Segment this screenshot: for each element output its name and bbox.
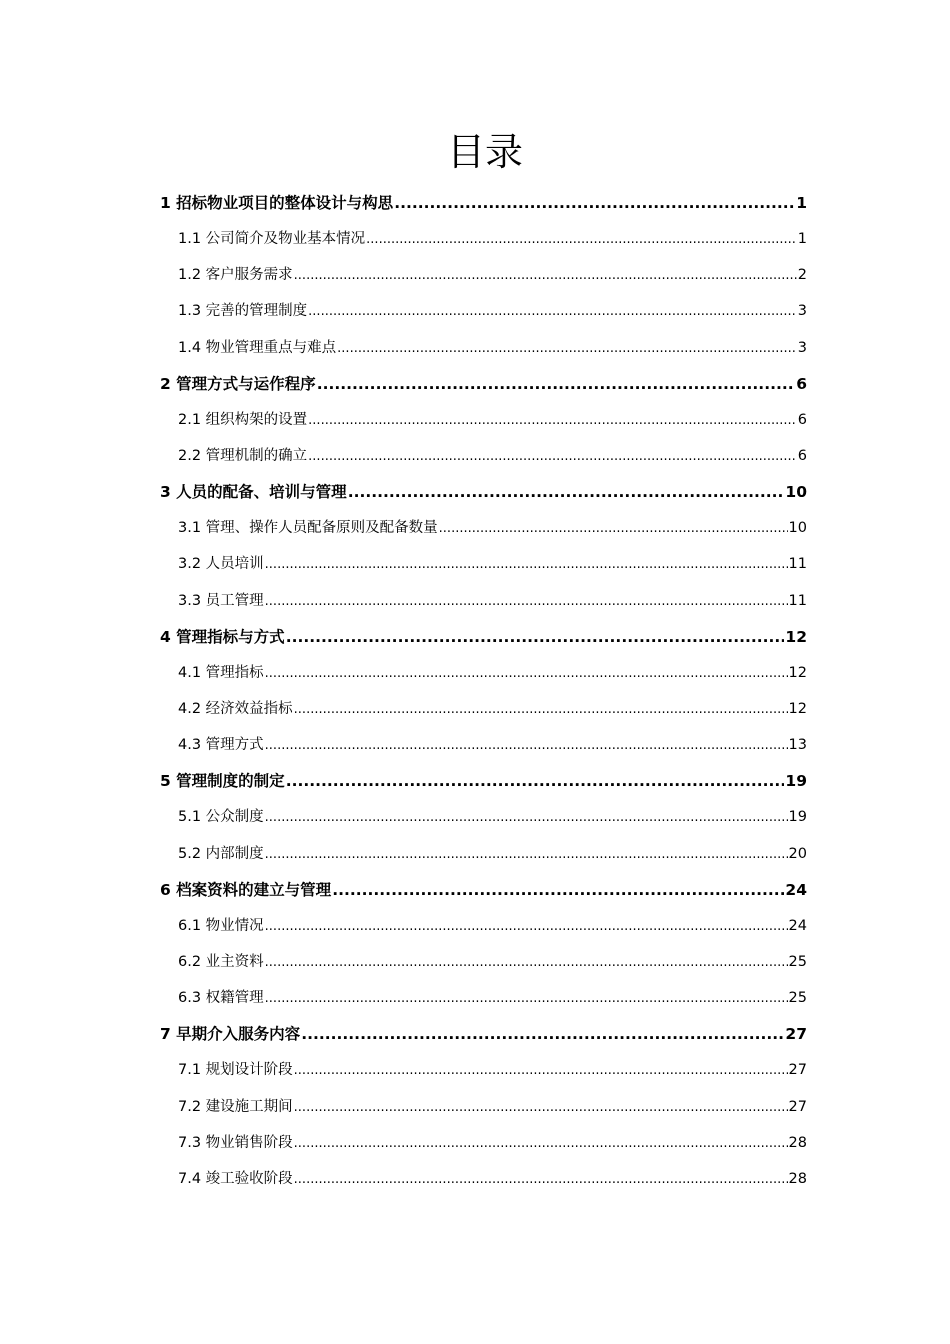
toc-entry[interactable] <box>160 438 807 474</box>
toc-page-number: 10 <box>788 520 807 537</box>
toc-entry[interactable] <box>160 655 807 691</box>
toc-entry-label: 1.2 客户服务需求 <box>178 267 293 284</box>
toc-entry[interactable] <box>160 546 807 582</box>
toc-page-number: 12 <box>788 664 807 681</box>
toc-entry-label: 5.1 公众制度 <box>178 809 264 826</box>
toc-entry-label: 4.2 经济效益指标 <box>178 700 293 717</box>
toc-entry-label: 2 管理方式与运作程序 <box>160 374 316 393</box>
toc-entry-label: 1.3 完善的管理制度 <box>178 303 308 320</box>
toc-entry-label: 3.3 员工管理 <box>178 592 264 609</box>
toc-dot-leader <box>301 1016 784 1052</box>
toc-page-number: 28 <box>788 1134 807 1151</box>
toc-entry-label: 1.1 公司简介及物业基本情况 <box>178 231 366 248</box>
toc-entry[interactable] <box>160 691 807 727</box>
toc-page-number: 6 <box>796 374 807 393</box>
toc-dot-leader <box>348 474 785 510</box>
toc-page-number: 6 <box>797 447 807 464</box>
toc-entry-label: 7.1 规划设计阶段 <box>178 1062 293 1079</box>
toc-page-number: 12 <box>788 700 807 717</box>
toc-entry[interactable] <box>160 510 807 546</box>
toc-page-number: 6 <box>797 411 807 428</box>
toc-entry[interactable] <box>160 619 807 655</box>
toc-entry-label: 5.2 内部制度 <box>178 845 264 862</box>
toc-dot-leader <box>286 619 785 655</box>
toc-entry[interactable] <box>160 221 807 257</box>
toc-dot-leader <box>308 293 797 329</box>
toc-dot-leader <box>265 944 788 980</box>
toc-dot-leader <box>308 402 797 438</box>
toc-dot-leader <box>294 1089 788 1125</box>
toc-entry[interactable] <box>160 257 807 293</box>
toc-dot-leader <box>366 221 797 257</box>
toc-page-number: 10 <box>785 483 807 502</box>
toc-entry-label: 3 人员的配备、培训与管理 <box>160 483 347 502</box>
toc-dot-leader <box>294 1125 788 1161</box>
toc-entry-label: 3.1 管理、操作人员配备原则及配备数量 <box>178 520 438 537</box>
toc-page-number: 28 <box>788 1170 807 1187</box>
toc-page-number: 27 <box>788 1098 807 1115</box>
toc-title: 目录 <box>446 130 523 174</box>
toc-entry-label: 5 管理制度的制定 <box>160 772 285 791</box>
toc-dot-leader <box>265 727 788 763</box>
toc-entry[interactable] <box>160 366 807 402</box>
toc-entry[interactable] <box>160 1125 807 1161</box>
toc-page-number: 27 <box>788 1062 807 1079</box>
toc-entry-label: 7.2 建设施工期间 <box>178 1098 293 1115</box>
toc-dot-leader <box>265 836 788 872</box>
toc-entry[interactable] <box>160 583 807 619</box>
toc-entry[interactable] <box>160 293 807 329</box>
toc-entry[interactable] <box>160 1052 807 1088</box>
toc-dot-leader <box>332 872 784 908</box>
toc-dot-leader <box>294 691 788 727</box>
toc-dot-leader <box>265 655 788 691</box>
toc-page-number: 27 <box>785 1025 807 1044</box>
toc-page-number: 19 <box>788 809 807 826</box>
toc-entry-label: 7 早期介入服务内容 <box>160 1025 301 1044</box>
toc-dot-leader <box>265 583 788 619</box>
toc-entry-label: 3.2 人员培训 <box>178 556 264 573</box>
toc-dot-leader <box>286 763 785 799</box>
toc-entry[interactable] <box>160 836 807 872</box>
toc-dot-leader <box>308 438 797 474</box>
toc-entry-label: 1.4 物业管理重点与难点 <box>178 339 337 356</box>
toc-dot-leader <box>294 257 797 293</box>
toc-dot-leader <box>265 980 788 1016</box>
toc-page-number: 25 <box>788 953 807 970</box>
toc-entry[interactable] <box>160 402 807 438</box>
toc-page-number: 20 <box>788 845 807 862</box>
toc-entry[interactable] <box>160 908 807 944</box>
toc-entry-label: 4.3 管理方式 <box>178 737 264 754</box>
toc-dot-leader <box>265 546 788 582</box>
toc-dot-leader <box>294 1161 788 1197</box>
toc-entry-label: 6 档案资料的建立与管理 <box>160 880 332 899</box>
toc-page-number: 24 <box>788 917 807 934</box>
toc-dot-leader <box>394 185 795 221</box>
toc-entry[interactable] <box>160 872 807 908</box>
toc-entry-label: 7.3 物业销售阶段 <box>178 1134 293 1151</box>
toc-page-number: 1 <box>797 231 807 248</box>
toc-entry[interactable] <box>160 763 807 799</box>
toc-dot-leader <box>337 330 797 366</box>
toc-entry[interactable] <box>160 330 807 366</box>
toc-entry-label: 1 招标物业项目的整体设计与构思 <box>160 194 394 212</box>
toc-entry[interactable] <box>160 980 807 1016</box>
toc-entry-label: 6.2 业主资料 <box>178 953 264 970</box>
toc-entry-label: 7.4 竣工验收阶段 <box>178 1170 293 1187</box>
toc-dot-leader <box>265 908 788 944</box>
toc-entry[interactable] <box>160 727 807 763</box>
toc-dot-leader <box>265 799 788 835</box>
toc-dot-leader <box>294 1052 788 1088</box>
toc-page-number: 3 <box>797 303 807 320</box>
toc-page-number: 11 <box>788 592 807 609</box>
toc-page-number: 3 <box>797 339 807 356</box>
toc-entry-label: 6.1 物业情况 <box>178 917 264 934</box>
toc-page-number: 19 <box>785 772 807 791</box>
toc-entry[interactable] <box>160 474 807 510</box>
toc-dot-leader <box>317 366 796 402</box>
toc-entry-label: 4.1 管理指标 <box>178 664 264 681</box>
toc-entry[interactable] <box>160 1089 807 1125</box>
toc-page-number: 24 <box>785 880 807 899</box>
toc-page-number: 25 <box>788 990 807 1007</box>
toc-entry[interactable] <box>160 1016 807 1052</box>
table-of-contents <box>160 185 807 1197</box>
toc-entry-label: 2.1 组织构架的设置 <box>178 411 308 428</box>
toc-page-number: 13 <box>788 737 807 754</box>
toc-entry[interactable] <box>160 799 807 835</box>
toc-entry-label: 6.3 权籍管理 <box>178 990 264 1007</box>
toc-entry[interactable] <box>160 1161 807 1197</box>
toc-page-number: 12 <box>785 627 807 646</box>
toc-entry[interactable] <box>160 944 807 980</box>
toc-entry-label: 4 管理指标与方式 <box>160 627 285 646</box>
toc-entry-label: 2.2 管理机制的确立 <box>178 447 308 464</box>
toc-entry[interactable] <box>160 185 807 221</box>
toc-dot-leader <box>439 510 788 546</box>
toc-page-number: 2 <box>797 267 807 284</box>
toc-page-number: 1 <box>796 194 807 212</box>
toc-page-number: 11 <box>788 556 807 573</box>
